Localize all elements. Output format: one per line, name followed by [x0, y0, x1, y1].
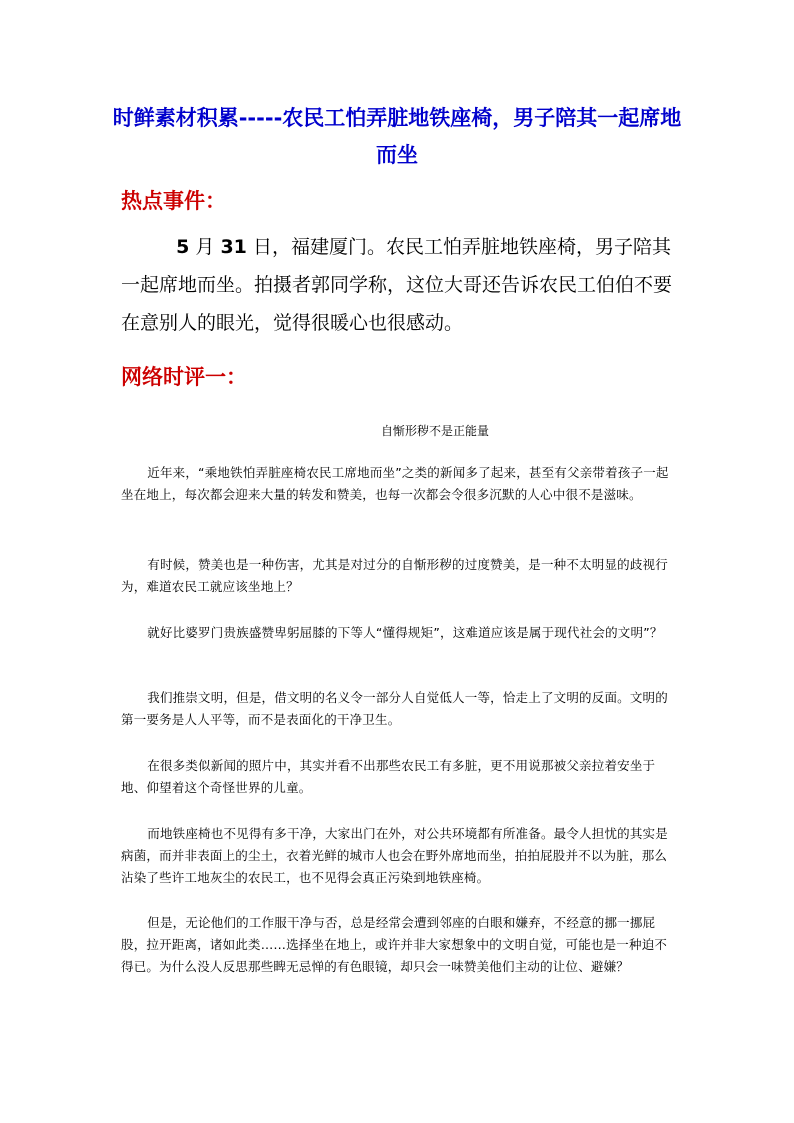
date-month-label: 月: [195, 236, 215, 258]
date-day: 5: [176, 236, 190, 258]
article-title: 自惭形秽不是正能量: [380, 424, 489, 438]
article-paragraph: 而地铁座椅也不见得有多干净，大家出门在外，对公共环境都有所准备。最令人担忧的其实是病菌，而并非表面上的尘土，衣着光鲜的城市人也会在野外席地而坐，拍拍屁股并不以为脏，那么沾染了些许工地灰尘的农民工，也不见得会真正污染到地铁座椅。: [121, 826, 668, 885]
hot-event-text: 日，福建厦门。农民工怕弄脏地铁座椅，男子陪其一起席地而坐。拍摄者郭同学称，这位大哥还告诉农民工伯伯不要在意别人的眼光，觉得很暖心也很感动。: [121, 236, 673, 334]
hot-event-heading: 热点事件：: [121, 189, 226, 213]
article-paragraph: 就好比婆罗门贵族盛赞卑躬屈膝的下等人“懂得规矩”，这难道应该是属于现代社会的文明”？: [147, 625, 663, 640]
hot-event-body: [121, 228, 681, 342]
document-title: 时鲜素材积累-----农民工怕弄脏地铁座椅，男子陪其一起席地而坐: [112, 106, 682, 167]
article-paragraph: 近年来，“乘地铁怕弄脏座椅农民工席地而坐”之类的新闻多了起来，甚至有父亲带着孩子一起坐在地上，每次都会迎来大量的转发和赞美，也每一次都会令很多沉默的人心中很不是滋味。: [121, 465, 669, 502]
date-date: 31: [220, 236, 247, 258]
article-paragraph: 我们推崇文明，但是，借文明的名义令一部分人自觉低人一等，恰走上了文明的反面。文明的第一要务是人人平等，而不是表面化的干净卫生。: [121, 690, 668, 727]
article-paragraph: 有时候，赞美也是一种伤害，尤其是对过分的自惭形秽的过度赞美，是一种不太明显的歧视行为，难道农民工就应该坐地上？: [121, 557, 668, 594]
article-paragraph: 在很多类似新闻的照片中，其实并看不出那些农民工有多脏，更不用说那被父亲拉着安坐于地、仰望着这个奇怪世界的儿童。: [121, 758, 656, 795]
article-paragraph: 但是，无论他们的工作服干净与否，总是经常会遭到邻座的白眼和嫌弃，不经意的挪一挪屁股，拉开距离，诸如此类……选择坐在地上，或许并非大家想象中的文明自觉，可能也是一种迫不得已。为什么没人反思那些睥无忌惮的有色眼镜，却只会一味赞美他们主动的让位、避嫌？: [121, 915, 668, 974]
commentary-heading: 网络时评一：: [121, 365, 247, 389]
